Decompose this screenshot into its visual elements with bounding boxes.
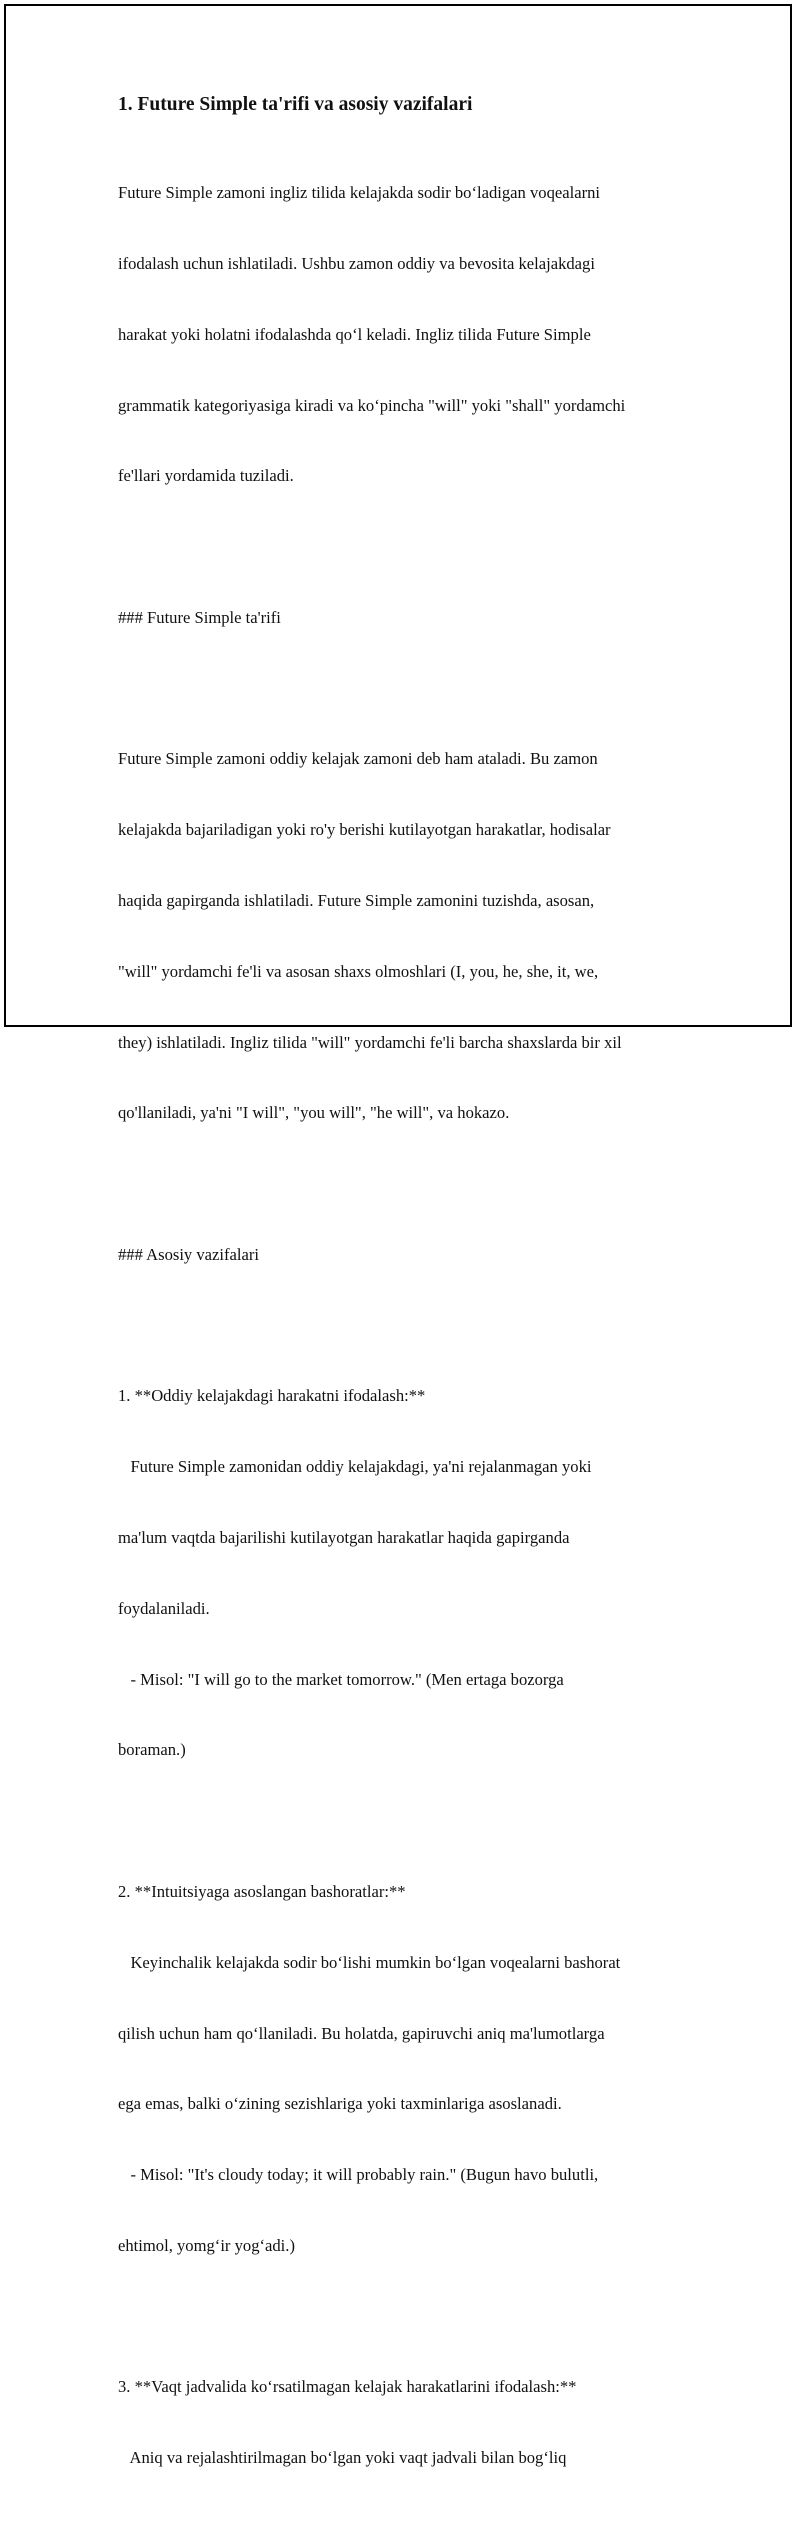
text-line: qilish uchun ham qo‘llaniladi. Bu holatda, gapiruvchi aniq ma'lumotlarga: [118, 2023, 605, 2043]
text-line: ### Asosiy vazifalari: [118, 1244, 260, 1264]
text-line: Keyinchalik kelajakda sodir bo‘lishi mumkin bo‘lgan voqealarni bashorat: [118, 1952, 621, 1972]
text-line: 1. **Oddiy kelajakdagi harakatni ifodalash:**: [118, 1386, 426, 1406]
text-line: foydalaniladi.: [118, 1598, 210, 1618]
text-line: "will" yordamchi fe'li va asosan shaxs olmoshlari (I, you, he, she, it, we,: [118, 961, 599, 981]
text-line: Future Simple zamoni ingliz tilida kelajakda sodir bo‘ladigan voqealarni: [118, 183, 601, 203]
text-line: ega emas, balki o‘zining sezishlariga yoki taxminlariga asoslanadi.: [118, 2094, 562, 2114]
text-line: Future Simple zamoni oddiy kelajak zamoni deb ham ataladi. Bu zamon: [118, 749, 598, 769]
text-line: boraman.): [118, 1740, 186, 1760]
text-line: Future Simple zamonidan oddiy kelajakdagi, ya'ni rejalanmagan yoki: [118, 1457, 592, 1477]
text-line: kelajakda bajariladigan yoki ro'y berishi kutilayotgan harakatlar, hodisalar: [118, 820, 611, 840]
paragraph-definition: [118, 700, 698, 1172]
text-line: 2. **Intuitsiyaga asoslangan bashoratlar:**: [118, 1881, 406, 1901]
text-line: harakat yoki holatni ifodalashda qo‘l keladi. Ingliz tilida Future Simple: [118, 324, 591, 344]
text-line: Aniq va rejalashtirilmagan bo‘lgan yoki vaqt jadvali bilan bog‘liq: [118, 2448, 567, 2468]
text-line: they) ishlatiladi. Ingliz tilida "will" yordamchi fe'li barcha shaxslarda bir xil: [118, 1032, 622, 1052]
text-line: fe'llari yordamida tuziladi.: [118, 466, 294, 486]
text-line: grammatik kategoriyasiga kiradi va ko‘pincha "will" yoki "shall" yordamchi: [118, 395, 626, 415]
section-heading-definition: [118, 559, 698, 677]
text-line: ma'lum vaqtda bajarilishi kutilayotgan harakatlar haqida gapirganda: [118, 1528, 570, 1548]
text-line: haqida gapirganda ishlatiladi. Future Simple zamonini tuzishda, asosan,: [118, 891, 595, 910]
text-line: ### Future Simple ta'rifi: [118, 607, 281, 627]
text-line: 3. **Vaqt jadvalida ko‘rsatilmagan kelajak harakatlarini ifodalash:**: [118, 2377, 577, 2397]
text-line: ifodalash uchun ishlatiladi. Ushbu zamon oddiy va bevosita kelajakdagi: [118, 253, 595, 273]
text-line: ehtimol, yomg‘ir yog‘adi.): [118, 2235, 295, 2255]
list-item-3: [118, 2328, 698, 2517]
document-body: [118, 92, 698, 2541]
text-line: qo'llaniladi, ya'ni "I will", "you will", "he will", va hokazo.: [118, 1103, 510, 1123]
section-heading-functions: [118, 1196, 698, 1314]
text-line: - Misol: "It's cloudy today; it will probably rain." (Bugun havo bulutli,: [118, 2165, 599, 2185]
document-title: 1. Future Simple ta'rifi va asosiy vazifalari: [118, 94, 473, 115]
list-item-1: [118, 1337, 698, 1809]
paragraph-intro: [118, 134, 698, 535]
list-item-2: [118, 1833, 698, 2305]
text-line: - Misol: "I will go to the market tomorrow." (Men ertaga bozorga: [118, 1669, 564, 1689]
